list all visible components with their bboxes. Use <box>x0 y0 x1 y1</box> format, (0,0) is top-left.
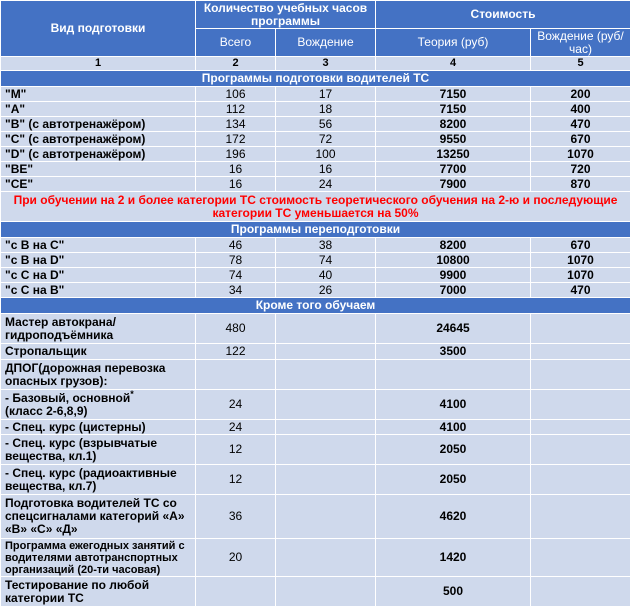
cell-price-empty <box>531 435 630 465</box>
cell-price-empty <box>531 314 630 344</box>
cell-total: 12 <box>196 465 276 495</box>
row-name: - Спец. курс (взрывчатые вещества, кл.1) <box>1 435 196 465</box>
row-name: Программа ежегодных занятий с водителями автотранспортных организаций (20-ти часовая) <box>1 539 196 577</box>
cell-theory: 7700 <box>376 162 531 177</box>
cell-theory: 500 <box>376 577 531 607</box>
cell-driving-empty <box>276 465 376 495</box>
cell-driving-empty <box>276 344 376 360</box>
cell-price: 720 <box>531 162 630 177</box>
col-number: 2 <box>196 57 276 71</box>
cell-driving-empty <box>276 390 376 420</box>
cell-total: 20 <box>196 539 276 577</box>
row-name: "с B на C" <box>1 238 196 253</box>
cell-driving-empty <box>276 539 376 577</box>
cell-driving: 26 <box>276 283 376 298</box>
discount-note: При обучении на 2 и более категории ТС стоимость теоретического обучения на 2-ю и последующие категории ТС уменьшается на 50% <box>1 192 630 222</box>
cell-driving: 38 <box>276 238 376 253</box>
cell-theory: 4100 <box>376 420 531 435</box>
cell-theory <box>376 360 531 390</box>
row-name-part: (класс 2-6,8,9) <box>5 404 87 418</box>
cell-theory: 7150 <box>376 87 531 102</box>
cell-price: 400 <box>531 102 630 117</box>
footnote-mark: * <box>130 390 134 399</box>
row-name: Стропальщик <box>1 344 196 360</box>
section-title-drivers: Программы подготовки водителей ТС <box>1 71 630 87</box>
cell-total <box>196 577 276 607</box>
cell-price: 470 <box>531 283 630 298</box>
cell-theory: 10800 <box>376 253 531 268</box>
cell-total: 106 <box>196 87 276 102</box>
header-training-type: Вид подготовки <box>1 1 196 57</box>
cell-total <box>196 360 276 390</box>
row-name: "C" (с автотренажёром) <box>1 132 196 147</box>
row-name: - Спец. курс (цистерны) <box>1 420 196 435</box>
cell-driving: 72 <box>276 132 376 147</box>
cell-total: 16 <box>196 177 276 192</box>
row-name: "с C на B" <box>1 283 196 298</box>
header-theory: Теория (руб) <box>376 29 531 57</box>
cell-driving: 40 <box>276 268 376 283</box>
cell-total: 78 <box>196 253 276 268</box>
row-name: "B" (с автотренажёром) <box>1 117 196 132</box>
cell-total: 16 <box>196 162 276 177</box>
cell-price-empty <box>531 495 630 539</box>
cell-total: 112 <box>196 102 276 117</box>
header-driving: Вождение <box>276 29 376 57</box>
header-hours-group: Количество учебных часов программы <box>196 1 376 29</box>
row-name-part: - Базовый, основной <box>5 391 130 405</box>
cell-price-empty <box>531 465 630 495</box>
cell-price-empty <box>531 577 630 607</box>
row-name-basic <box>1 390 196 420</box>
cell-driving: 17 <box>276 87 376 102</box>
cell-total: 24 <box>196 390 276 420</box>
section-title-extra: Кроме того обучаем <box>1 298 630 314</box>
cell-driving-empty <box>276 360 376 390</box>
row-name: "с B на D" <box>1 253 196 268</box>
cell-total: 24 <box>196 420 276 435</box>
cell-driving-empty <box>276 420 376 435</box>
col-number: 3 <box>276 57 376 71</box>
cell-price-empty <box>531 360 630 390</box>
cell-price: 670 <box>531 238 630 253</box>
cell-driving: 100 <box>276 147 376 162</box>
cell-total: 480 <box>196 314 276 344</box>
cell-theory: 3500 <box>376 344 531 360</box>
cell-theory: 9900 <box>376 268 531 283</box>
col-number: 4 <box>376 57 531 71</box>
cell-total: 134 <box>196 117 276 132</box>
cell-price-empty <box>531 344 630 360</box>
section-title-retraining: Программы переподготовки <box>1 222 630 238</box>
cell-total: 46 <box>196 238 276 253</box>
cell-price: 1070 <box>531 268 630 283</box>
cell-total: 196 <box>196 147 276 162</box>
cell-theory: 7000 <box>376 283 531 298</box>
cell-driving-empty <box>276 314 376 344</box>
cell-driving: 16 <box>276 162 376 177</box>
cell-price: 470 <box>531 117 630 132</box>
cell-price: 1070 <box>531 147 630 162</box>
cell-price: 870 <box>531 177 630 192</box>
row-name: "с C на D" <box>1 268 196 283</box>
cell-theory: 4100 <box>376 390 531 420</box>
cell-driving: 24 <box>276 177 376 192</box>
header-cost-group: Стоимость <box>376 1 630 29</box>
cell-total: 34 <box>196 283 276 298</box>
cell-total: 122 <box>196 344 276 360</box>
header-driving-price: Вождение (руб/час) <box>531 29 630 57</box>
cell-price-empty <box>531 539 630 577</box>
row-name: Подготовка водителей ТС со спецсигналами категорий «А» «В» «С» «Д» <box>1 495 196 539</box>
header-total: Всего <box>196 29 276 57</box>
cell-price: 1070 <box>531 253 630 268</box>
cell-price: 200 <box>531 87 630 102</box>
cell-theory: 4620 <box>376 495 531 539</box>
cell-price-empty <box>531 390 630 420</box>
cell-theory: 13250 <box>376 147 531 162</box>
cell-driving-empty <box>276 495 376 539</box>
col-number: 1 <box>1 57 196 71</box>
cell-theory: 7900 <box>376 177 531 192</box>
row-name: Мастер автокрана/ гидроподъёмника <box>1 314 196 344</box>
row-name: Тестирование по любой категории ТС <box>1 577 196 607</box>
cell-driving-empty <box>276 435 376 465</box>
row-name: "A" <box>1 102 196 117</box>
cell-total: 74 <box>196 268 276 283</box>
cell-driving: 74 <box>276 253 376 268</box>
row-name: - Спец. курс (радиоактивные вещества, кл.7) <box>1 465 196 495</box>
row-name: "BE" <box>1 162 196 177</box>
cell-theory: 9550 <box>376 132 531 147</box>
cell-total: 172 <box>196 132 276 147</box>
cell-driving-empty <box>276 577 376 607</box>
cell-total: 12 <box>196 435 276 465</box>
col-number: 5 <box>531 57 630 71</box>
cell-theory: 8200 <box>376 117 531 132</box>
cell-driving: 18 <box>276 102 376 117</box>
cell-price: 670 <box>531 132 630 147</box>
row-name: "CE" <box>1 177 196 192</box>
cell-theory: 2050 <box>376 435 531 465</box>
row-name: "M" <box>1 87 196 102</box>
cell-theory: 24645 <box>376 314 531 344</box>
cell-theory: 2050 <box>376 465 531 495</box>
cell-driving: 56 <box>276 117 376 132</box>
cell-theory: 8200 <box>376 238 531 253</box>
cell-theory: 7150 <box>376 102 531 117</box>
cell-total: 36 <box>196 495 276 539</box>
cell-price-empty <box>531 420 630 435</box>
row-name: "D" (с автотренажёром) <box>1 147 196 162</box>
row-name: ДПОГ(дорожная перевозка опасных грузов): <box>1 360 196 390</box>
cell-theory: 1420 <box>376 539 531 577</box>
